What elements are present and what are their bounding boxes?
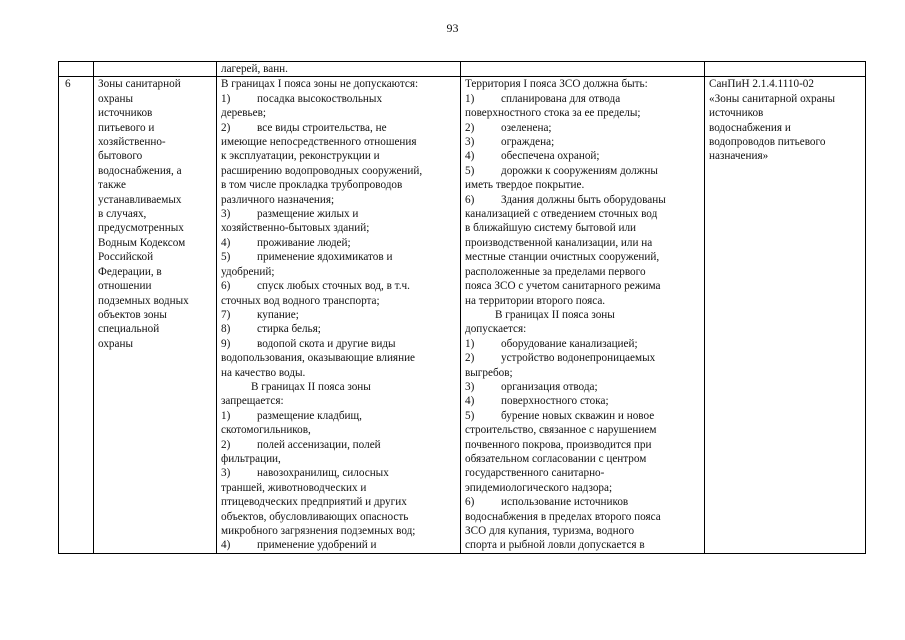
requirement-item-number: 3) [465,380,475,393]
object-line: объектов зоны [98,308,167,321]
restriction-item-text: навозохранилищ, силосных [257,467,389,480]
restriction-item-number: 5) [221,251,231,264]
cell-requirements [461,77,705,553]
restriction-line: объектов, обусловливающих опасность [221,510,409,523]
object-line: Зоны санитарной [98,78,181,91]
cell-basis-empty [705,62,866,77]
requirement-item-number: 2) [465,352,475,365]
restriction-item [221,466,456,480]
restriction-line: различного назначения; [221,193,335,206]
restriction-item-text: посадка высокоствольных [257,92,383,105]
restriction-item-text: проживание людей; [257,236,351,249]
requirement-item [465,495,700,509]
restriction-item-text: купание; [257,308,299,321]
restriction-item-text: применение ядохимикатов и [257,251,393,264]
restriction-item-text: все виды строительства, не [257,121,387,134]
restriction-item [221,438,456,452]
requirement-item-text: бурение новых скважин и новое [501,409,655,422]
restriction-item-number: 2) [221,438,231,451]
object-line: подземных водных [98,294,189,307]
basis-line: водоснабжения и [709,121,791,134]
restriction-line: деревьев; [221,107,266,120]
requirement-line: иметь твердое покрытие. [465,179,585,192]
requirement-line: В границах II пояса зоны [495,308,615,321]
restriction-item-text: стирка белья; [257,323,321,336]
object-line: хозяйственно- [98,136,166,149]
basis-line: «Зоны санитарной охраны [709,92,836,105]
basis-line: СанПиН 2.1.4.1110-02 [709,78,814,91]
requirement-line: выгребов; [465,366,513,379]
object-line: водоснабжения, а [98,164,182,177]
requirement-item [465,149,700,163]
restriction-item-text: размещение кладбищ, [257,409,362,422]
requirement-item [465,337,700,351]
object-line: предусмотренных [98,222,184,235]
restriction-item-number: 4) [221,236,231,249]
restriction-item-text: водопой скота и другие виды [257,337,396,350]
requirement-item [465,193,700,207]
requirement-item-number: 2) [465,121,475,134]
restriction-item-number: 6) [221,280,231,293]
restriction-line: фильтрации, [221,452,281,465]
requirement-line: ЗСО для купания, туризма, водного [465,525,635,537]
requirement-line: на территории второго пояса. [465,294,606,307]
restriction-line: траншей, животноводческих и [221,481,367,494]
requirement-item-number: 1) [465,92,475,105]
requirement-item-text: обеспечена охраной; [501,150,600,163]
requirement-item [465,351,700,365]
requirement-line: расположенные за пределами первого [465,265,646,278]
object-line: бытового [98,150,143,163]
requirement-item-text: устройство водонепроницаемых [501,352,656,365]
restriction-item-number: 8) [221,323,231,336]
restriction-item-number: 3) [221,467,231,480]
page-number: 93 [446,21,459,35]
restriction-line: хозяйственно-бытовых зданий; [221,222,370,235]
restriction-item-text: спуск любых сточных вод, в т.ч. [257,280,410,293]
restriction-line: водопользования, оказывающие влияние [221,352,416,365]
cell-object [94,77,217,553]
object-line: устанавливаемых [98,193,182,206]
restriction-item [221,409,456,423]
requirement-line: пояса ЗСО с учетом санитарного режима [465,280,661,293]
basis-line: водопроводов питьевого [709,136,826,149]
restriction-item-number: 2) [221,121,231,134]
basis-text [709,77,861,163]
requirement-item [465,121,700,135]
requirement-line: эпидемиологического надзора; [465,481,613,494]
requirement-item-number: 6) [465,193,475,206]
requirement-item-number: 6) [465,496,475,509]
restriction-item [221,236,456,250]
requirement-item-text: использование источников [501,496,629,509]
requirement-item-text: Здания должны быть оборудованы [501,193,666,206]
requirement-item [465,409,700,423]
object-text [98,77,212,351]
restriction-item [221,207,456,221]
restriction-item [221,337,456,351]
requirement-item-text: спланирована для отвода [501,92,621,105]
requirement-item-number: 1) [465,337,475,350]
cell-restrictions [217,77,461,553]
restriction-line: В границах I пояса зоны не допускаются: [221,78,419,91]
object-line: охраны [98,337,133,350]
requirement-line: водоснабжения в пределах второго пояса [465,510,661,523]
object-line: источников [98,107,153,120]
restriction-line: птицеводческих предприятий и других [221,496,407,509]
requirements-text [465,77,700,552]
object-line: отношении [98,280,152,293]
restriction-item [221,322,456,336]
requirement-item-text: организация отвода; [501,380,598,393]
restriction-item [221,538,456,552]
restriction-item-number: 3) [221,208,231,221]
restriction-line: запрещается: [221,395,284,408]
requirement-item-number: 3) [465,136,475,149]
requirement-item-text: ограждена; [501,136,555,149]
requirement-line: канализацией с отведением сточных вод [465,208,658,221]
restriction-item [221,92,456,106]
restriction-item-number: 4) [221,539,231,552]
restriction-line: в том числе прокладка трубопроводов [221,179,403,192]
requirement-item [465,380,700,394]
restrictions-text [221,77,456,552]
requirement-item-text: дорожки к сооружениям должны [501,164,658,177]
restriction-item [221,250,456,264]
object-line: также [98,179,126,192]
table-row-6 [59,77,866,553]
requirement-item [465,394,700,408]
object-line: Водным Кодексом [98,236,186,249]
requirement-item-number: 4) [465,395,475,408]
requirement-item-number: 5) [465,409,475,422]
restriction-line: удобрений; [221,265,275,278]
requirement-item-number: 5) [465,164,475,177]
cell-requirements-empty [461,62,705,77]
requirement-item-text: оборудование канализацией; [501,337,638,350]
requirement-line: допускается: [465,323,527,336]
requirement-line: почвенного покрова, производится при [465,438,652,451]
requirement-line: местные станции очистных сооружений, [465,251,660,264]
requirement-line: в ближайшую систему бытовой или [465,222,637,235]
requirement-item-number: 4) [465,150,475,163]
object-line: в случаях, [98,208,147,221]
restrictions-tail-text: лагерей, ванн. [221,63,288,75]
object-line: питьевого и [98,121,155,134]
cell-object-empty [94,62,217,77]
requirement-item [465,164,700,178]
requirement-line: производственной канализации, или на [465,236,653,249]
regulations-table [58,61,866,554]
requirement-line: спорта и рыбной ловли допускается в [465,539,645,552]
requirement-line: государственного санитарно- [465,467,605,480]
restriction-item-text: размещение жилых и [257,208,359,221]
requirement-line: Территория I пояса ЗСО должна быть: [465,78,648,91]
restriction-item-number: 7) [221,308,231,321]
basis-line: назначения» [709,150,769,163]
restriction-item-number: 1) [221,92,231,105]
requirement-line: строительство, связанное с нарушением [465,424,657,437]
restriction-line: имеющие непосредственного отношения [221,136,417,149]
restriction-item-number: 9) [221,337,231,350]
requirement-line: поверхностного стока за ее пределы; [465,107,641,120]
requirement-line: обязательном согласовании с центром [465,452,647,465]
row-number: 6 [65,78,71,91]
requirement-item-text: озеленена; [501,121,552,134]
restriction-item-text: применение удобрений и [257,539,377,552]
requirement-item [465,135,700,149]
object-line: Российской [98,251,154,264]
basis-line: источников [709,107,764,120]
restriction-item [221,279,456,293]
restriction-line: сточных вод водного транспорта; [221,294,380,307]
cell-restrictions-tail [217,62,461,77]
cell-number-empty [59,62,94,77]
restriction-line: к эксплуатации, реконструкции и [221,150,380,163]
restriction-line: микробного загрязнения подземных вод; [221,525,416,537]
restriction-line: В границах II пояса зоны [251,380,371,393]
restriction-line: скотомогильников, [221,424,311,437]
object-line: охраны [98,92,133,105]
cell-basis [705,77,866,553]
restriction-line: на качество воды. [221,366,306,379]
object-line: специальной [98,323,160,336]
restriction-item [221,308,456,322]
restriction-line: расширению водопроводных сооружений, [221,164,423,177]
restriction-item-text: полей ассенизации, полей [257,438,381,451]
requirement-item-text: поверхностного стока; [501,395,609,408]
restriction-item [221,121,456,135]
cell-row-number [59,77,94,553]
requirement-item [465,92,700,106]
restriction-item-number: 1) [221,409,231,422]
object-line: Федерации, в [98,265,162,278]
table-row-continued [59,62,866,77]
